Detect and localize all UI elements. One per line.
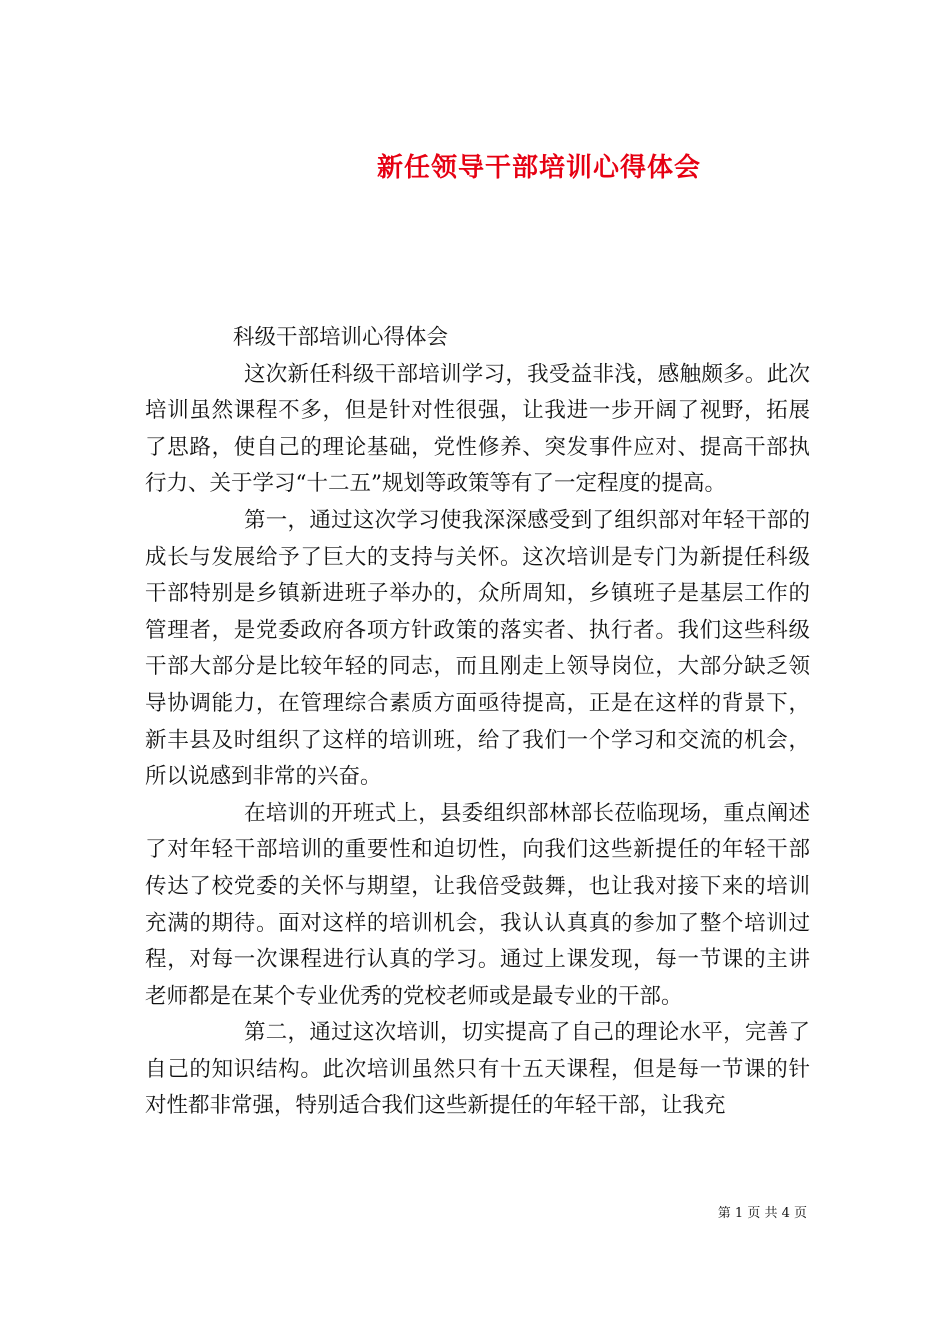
paragraph-3: 在培训的开班式上，县委组织部林部长莅临现场，重点阐述了对年轻干部培训的重要性和迫切性，向我们这些新提任的年轻干部传达了校党委的关怀与期望，让我倍受鼓舞，也让我对接下来的培训充满的期待。面对这样的培训机会，我认认真真的参加了整个培训过程，对每一次课程进行认真的学习。通过上课发现，每一节课的主讲老师都是在某个专业优秀的党校老师或是最专业的干部。	[145, 800, 810, 1009]
paragraph-4: 第二，通过这次培训，切实提高了自己的理论水平，完善了自己的知识结构。此次培训虽然只有十五天课程，但是每一节课的针对性都非常强，特别适合我们这些新提任的年轻干部，让我充	[145, 1020, 810, 1119]
document-body	[145, 320, 810, 1125]
page-number-footer: 第 1 页 共 4 页	[717, 1206, 807, 1221]
page-title: 新任领导干部培训心得体会	[376, 153, 701, 184]
paragraph-2: 第一，通过这次学习使我深深感受到了组织部对年轻干部的成长与发展给予了巨大的支持与关怀。这次培训是专门为新提任科级干部特别是乡镇新进班子举办的，众所周知，乡镇班子是基层工作的管理者，是党委政府各项方针政策的落实者、执行者。我们这些科级干部大部分是比较年轻的同志，而且刚走上领导岗位，大部分缺乏领导协调能力，在管理综合素质方面亟待提高，正是在这样的背景下，新丰县及时组织了这样的培训班，给了我们一个学习和交流的机会，所以说感到非常的兴奋。	[145, 507, 810, 790]
paragraph-1: 这次新任科级干部培训学习，我受益非浅，感触颇多。此次培训虽然课程不多，但是针对性很强，让我进一步开阔了视野，拓展了思路，使自己的理论基础，党性修养、突发事件应对、提高干部执行力、关于学习“十二五”规划等政策等有了一定程度的提高。	[145, 361, 810, 497]
document-subtitle: 科级干部培训心得体会	[233, 325, 449, 350]
